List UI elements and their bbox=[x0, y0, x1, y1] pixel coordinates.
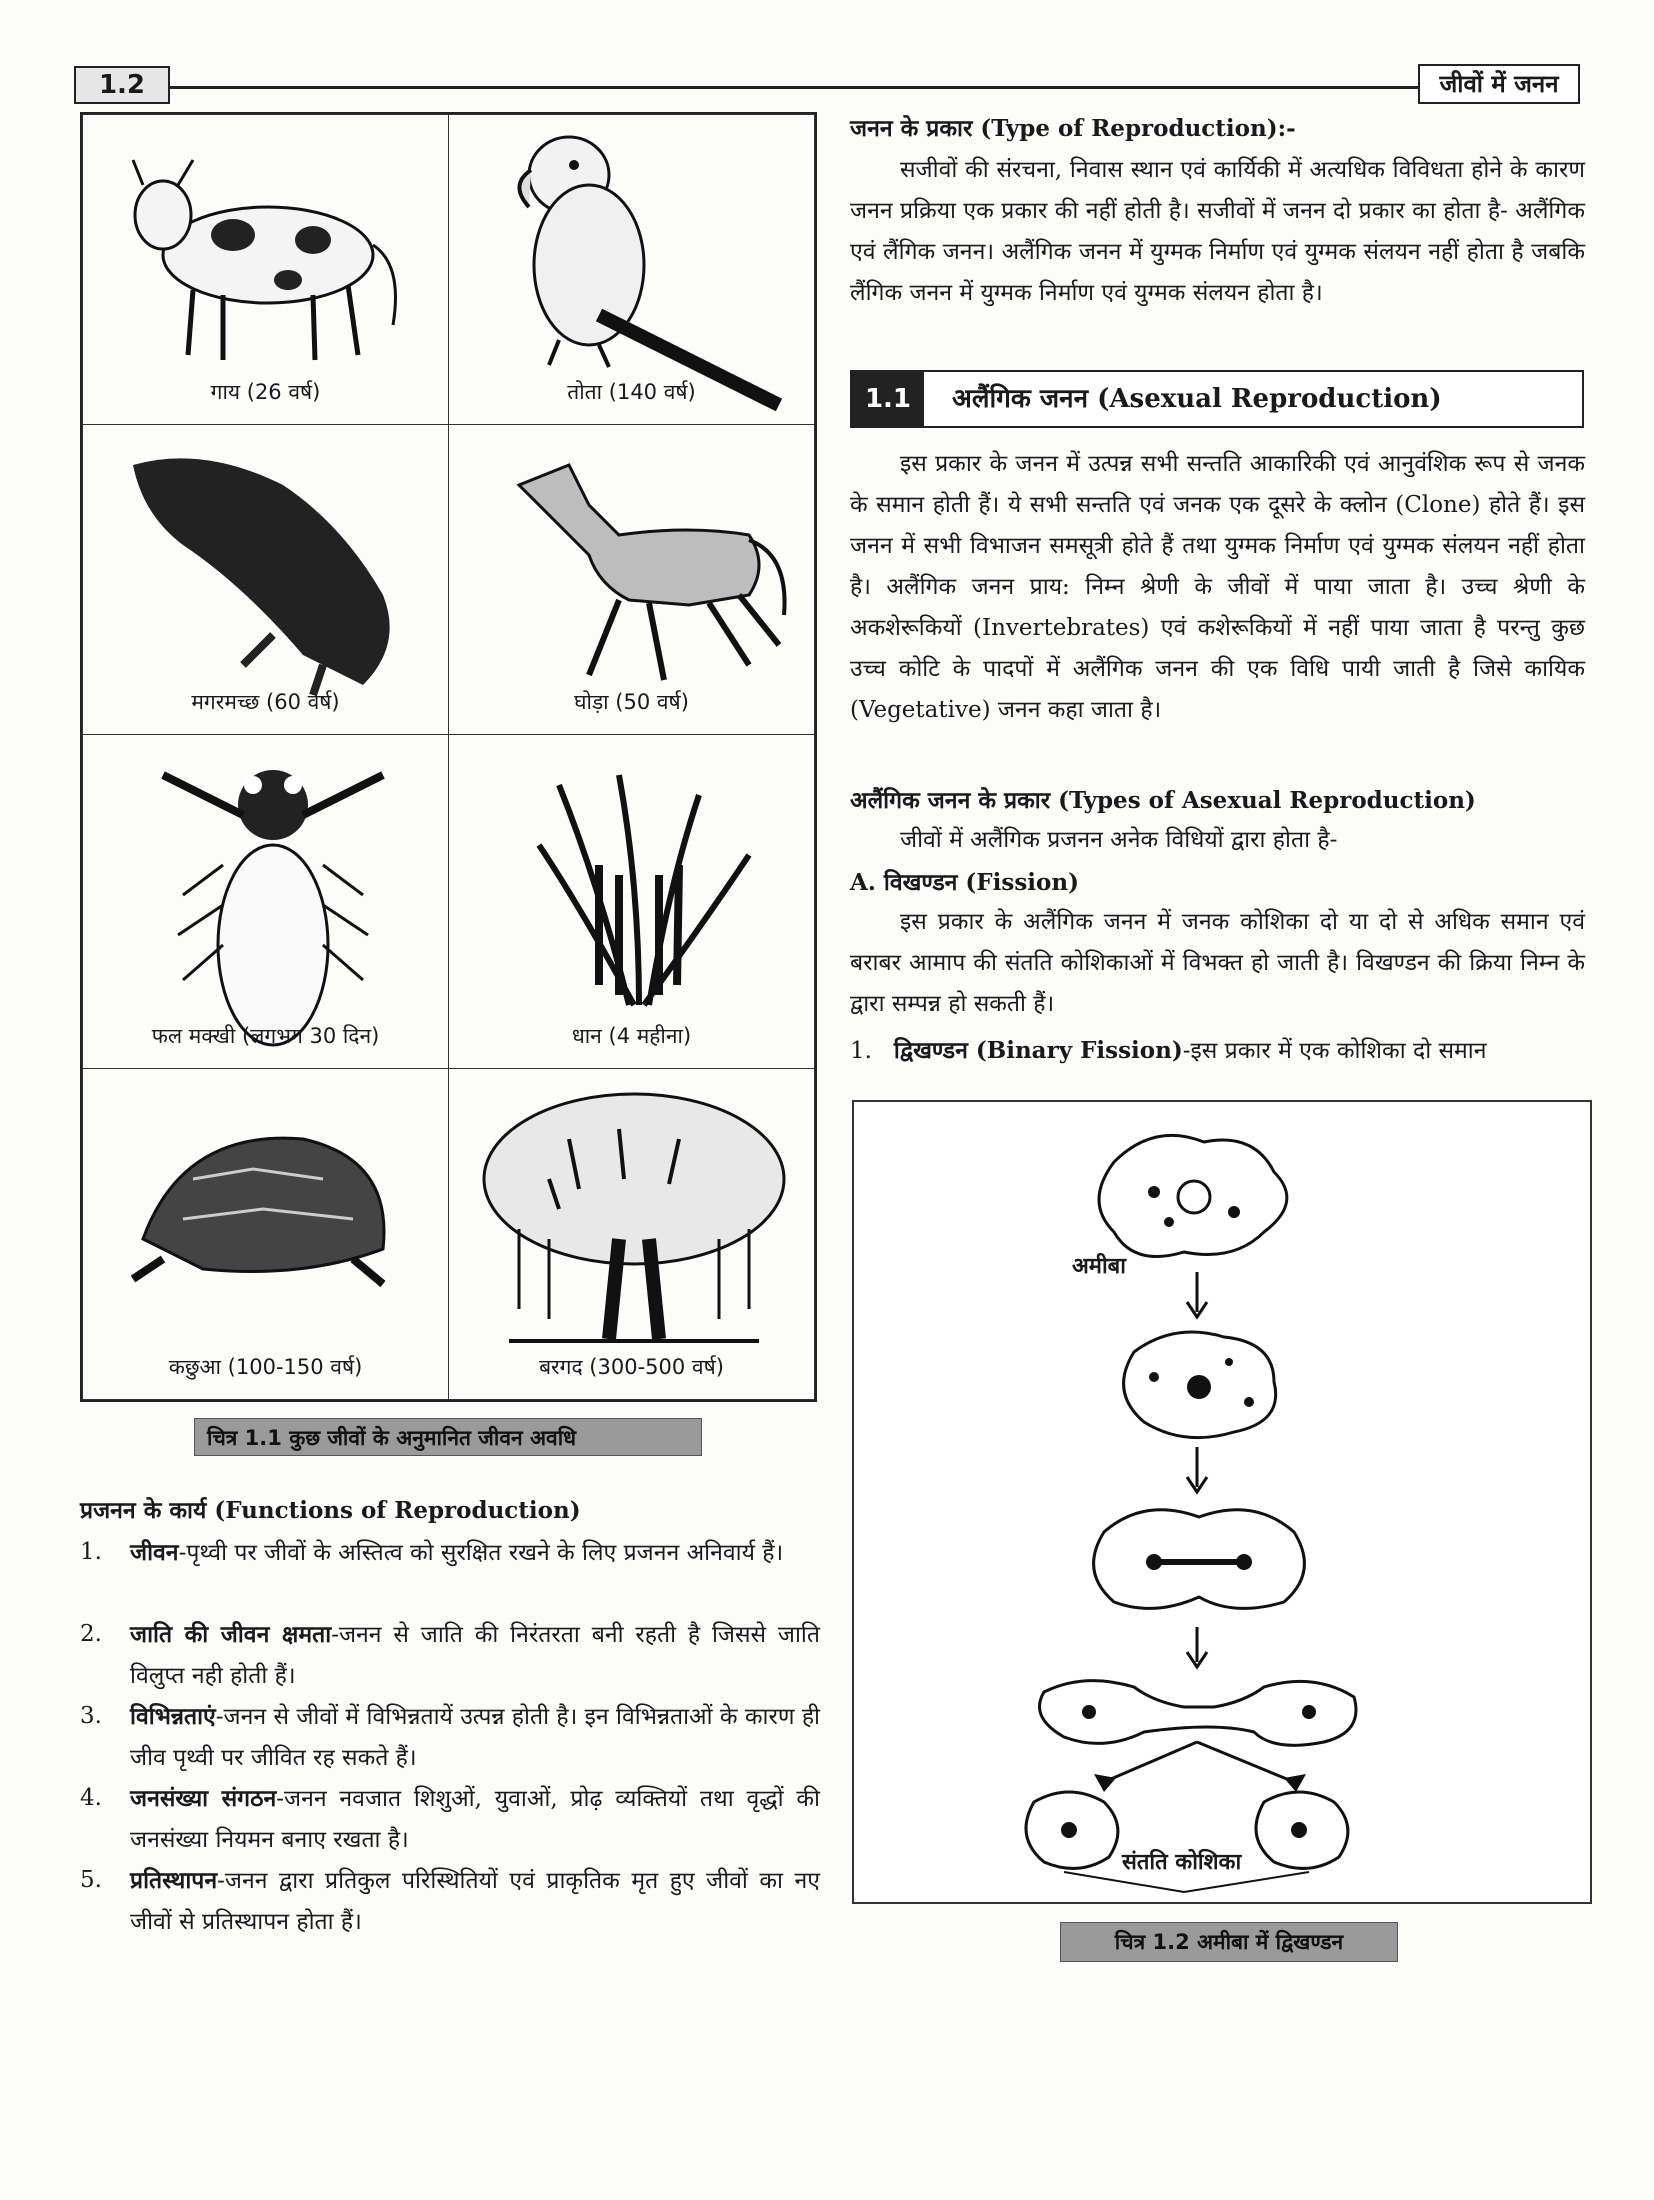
caption-parrot: तोता (140 वर्ष) bbox=[567, 380, 696, 404]
caption-fruitfly: फल मक्खी (लगभग 30 दिन) bbox=[151, 1024, 380, 1048]
item-term: विभिन्नताएं bbox=[130, 1703, 216, 1730]
page-number: 1.2 bbox=[74, 66, 170, 104]
caption-tortoise: कछुआ (100-150 वर्ष) bbox=[168, 1355, 363, 1379]
item-term: जीवन bbox=[130, 1539, 179, 1566]
daughter-cells-label: संतति कोशिका bbox=[1122, 1850, 1242, 1875]
item-term: द्विखण्डन (Binary Fission) bbox=[893, 1037, 1183, 1064]
figure2-caption: चित्र 1.2 अमीबा में द्विखण्डन bbox=[1060, 1922, 1398, 1962]
paddy-drawing-icon bbox=[449, 735, 816, 1070]
amoeba-fission-diagram bbox=[854, 1102, 1590, 1902]
caption-paddy: धान (4 महीना) bbox=[571, 1024, 692, 1048]
function-item-5 bbox=[80, 1860, 820, 1943]
fruitfly-drawing-icon bbox=[83, 735, 450, 1070]
section-header bbox=[850, 370, 1584, 428]
cell-fruitfly bbox=[82, 734, 449, 1069]
asexual-types-intro: जीवों में अलैंगिक प्रजनन अनेक विधियों द्वारा होता है- bbox=[900, 827, 1338, 853]
item-text: -जनन से जीवों में विभिन्नतायें उत्पन्न होती है। इन विभिन्नताओं के कारण ही जीव पृथ्वी पर जीवित रह सकते हैं। bbox=[130, 1704, 820, 1771]
section-title: अलैंगिक जनन (Asexual Reproduction) bbox=[952, 384, 1442, 414]
section-number: 1.1 bbox=[852, 372, 924, 426]
caption-banyan: बरगद (300-500 वर्ष) bbox=[539, 1355, 724, 1379]
item-number: 1. bbox=[850, 1038, 872, 1064]
item-number: 3. bbox=[80, 1703, 102, 1729]
cell-parrot bbox=[448, 114, 815, 425]
banyan-drawing-icon bbox=[449, 1069, 816, 1401]
cell-paddy bbox=[448, 734, 815, 1069]
item-number: 1. bbox=[80, 1539, 102, 1565]
item-text: -जनन से जाति की निरंतरता बनी रहती है जिससे जाति विलुप्त नही होती हैं। bbox=[130, 1622, 820, 1689]
binary-fission-figure bbox=[852, 1100, 1592, 1904]
item-text: -पृथ्वी पर जीवों के अस्तित्व को सुरक्षित रखने के लिए प्रजनन अनिवार्य हैं। bbox=[178, 1540, 784, 1566]
types-heading: जनन के प्रकार (Type of Reproduction):- bbox=[850, 115, 1296, 142]
tortoise-drawing-icon bbox=[83, 1069, 450, 1401]
header-rule bbox=[80, 86, 1580, 89]
item-term: प्रतिस्थापन bbox=[130, 1867, 218, 1894]
types-paragraph: सजीवों की संरचना, निवास स्थान एवं कार्यिकी में अत्यधिक विविधता होने के कारण जनन प्रक्रिया एक प्रकार की नहीं होती है। सजीवों में जनन दो प्रकार का होता है- अलैंगिक एवं लैंगिक जनन। अलैंगिक जनन में युग्मक निर्माण एवं युग्मक संलयन नहीं होता है जबकि लैंगिक जनन में युग्मक निर्माण एवं युग्मक संलयन होता है। bbox=[850, 157, 1585, 306]
item-text: -जनन द्वारा प्रतिकुल परिस्थितियों एवं प्राकृतिक मृत हुए जीवों का नए जीवों से प्रतिस्थापन होता हैं। bbox=[130, 1868, 820, 1935]
item-term: जाति की जीवन क्षमता bbox=[130, 1621, 332, 1648]
fission-heading: A. विखण्डन (Fission) bbox=[850, 869, 1079, 896]
function-item-1 bbox=[80, 1532, 820, 1574]
figure1-caption: चित्र 1.1 कुछ जीवों के अनुमानित जीवन अवधि bbox=[194, 1418, 702, 1456]
caption-cow: गाय (26 वर्ष) bbox=[210, 380, 321, 404]
caption-horse: घोड़ा (50 वर्ष) bbox=[574, 690, 689, 714]
fission-paragraph: इस प्रकार के अलैंगिक जनन में जनक कोशिका दो या दो से अधिक समान एवं बराबर आमाप की संतति कोशिकाओं में विभक्त हो जाती है। विखण्डन की क्रिया निम्न के द्वारा सम्पन्न हो सकती हैं। bbox=[850, 909, 1585, 1017]
item-number: 5. bbox=[80, 1867, 102, 1893]
caption-crocodile: मगरमच्छ (60 वर्ष) bbox=[191, 690, 340, 714]
lifespan-figure bbox=[80, 112, 817, 1402]
cell-crocodile bbox=[82, 424, 449, 735]
cell-cow bbox=[82, 114, 449, 425]
function-item-4 bbox=[80, 1778, 820, 1861]
asexual-types-heading: अलैंगिक जनन के प्रकार (Types of Asexual Reproduction) bbox=[850, 787, 1476, 814]
item-text: -इस प्रकार में एक कोशिका दो समान bbox=[1182, 1038, 1487, 1064]
item-number: 4. bbox=[80, 1785, 102, 1811]
cell-tortoise bbox=[82, 1068, 449, 1400]
function-item-3 bbox=[80, 1696, 820, 1779]
cell-banyan bbox=[448, 1068, 815, 1400]
item-term: जनसंख्या संगठन bbox=[130, 1785, 277, 1812]
binary-fission-item bbox=[850, 1030, 1585, 1072]
item-number: 2. bbox=[80, 1621, 102, 1647]
amoeba-label: अमीबा bbox=[1072, 1254, 1126, 1279]
functions-heading: प्रजनन के कार्य (Functions of Reproduction) bbox=[80, 1497, 581, 1524]
function-item-2 bbox=[80, 1614, 820, 1697]
cell-horse bbox=[448, 424, 815, 735]
chapter-title: जीवों में जनन bbox=[1418, 64, 1580, 104]
asexual-paragraph: इस प्रकार के जनन में उत्पन्न सभी सन्तति आकारिकी एवं आनुवंशिक रूप से जनक के समान होती हैं। ये सभी सन्तति एवं जनक एक दूसरे के क्लोन (Clone) होते हैं। इस जनन में सभी विभाजन समसूत्री होते हैं तथा युग्मक निर्माण एवं युग्मक संलयन नहीं होता है। अलैंगिक जनन प्राय: निम्न श्रेणी के जीवों में पाया जाता है। उच्च श्रेणी के अकशेरूकियों (Invertebrates) एवं कशेरूकियों में नहीं पाया जाता है परन्तु कुछ उच्च कोटि के पादपों में अलैंगिक जनन की एक विधि पायी जाती है जिसे कायिक (Vegetative) जनन कहा जाता है। bbox=[850, 451, 1585, 723]
item-text: -जनन नवजात शिशुओं, युवाओं, प्रोढ़ व्यक्तियों तथा वृद्धों की जनसंख्या नियमन बनाए रखता है। bbox=[130, 1786, 820, 1853]
